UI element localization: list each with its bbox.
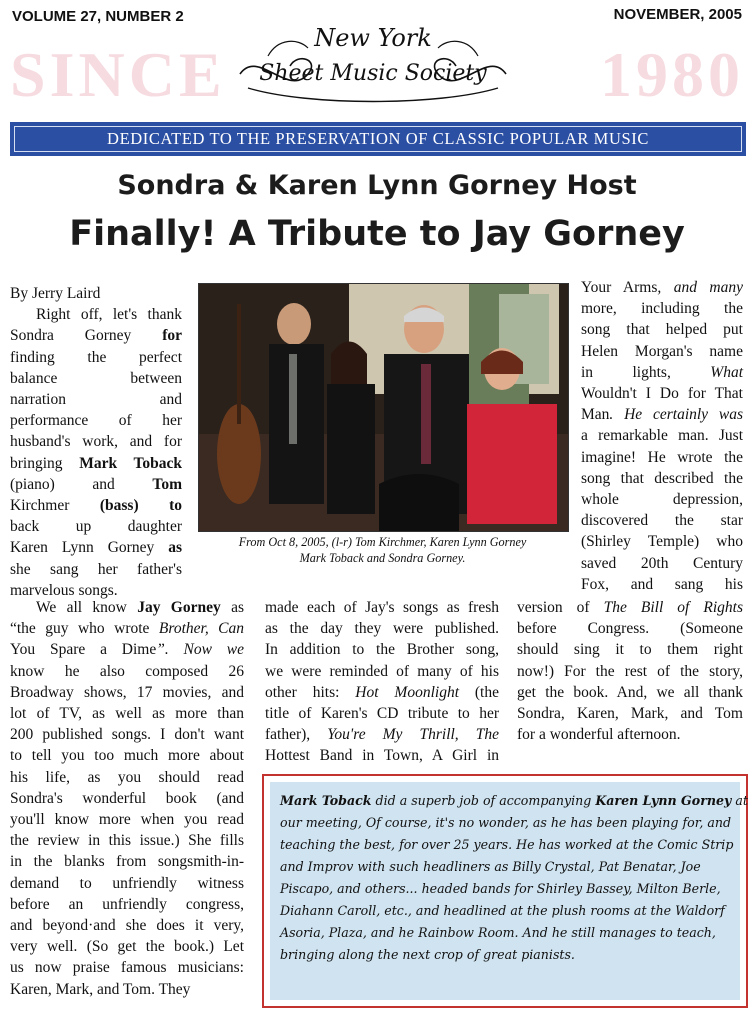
photo-caption <box>198 534 567 566</box>
column-1-bottom <box>10 597 244 1000</box>
col1-p2-line: know he also composed 26 <box>10 662 244 680</box>
col2-line: title of Karen's CD tribute to her <box>265 705 499 723</box>
col1-p2-line: the review in this issue.) She fills <box>10 832 244 850</box>
col3-bottom-line: get the book. And, we all thank <box>517 683 743 701</box>
col1-p2-line: demand to unfriendly witness <box>10 874 244 892</box>
col1-p1-line: she sang her father's <box>10 560 182 578</box>
col1-p2-line: before an unfriendly congress, <box>10 895 244 913</box>
col1-p2-line: us now praise famous musicians: <box>10 959 244 977</box>
column-3-top <box>581 277 743 595</box>
sidebar-line: Asoria, Plaza, and he Rainbow Room. And he still manages to teach, <box>280 925 716 940</box>
sidebar-text <box>280 790 748 966</box>
col1-p1-line: Sondra Gorney for <box>10 327 182 345</box>
mission-banner-text: DEDICATED TO THE PRESERVATION OF CLASSIC POPULAR MUSIC <box>107 129 649 148</box>
col3-top-line: whole depression, <box>581 491 743 509</box>
volume-number: VOLUME 27, NUMBER 2 <box>12 8 184 25</box>
sidebar-line: Diahann Caroll, etc., and headlined at the plush rooms at the Waldorf <box>280 903 725 918</box>
col1-p2-line: 200 published songs. I don't want <box>10 726 244 744</box>
sidebar-line: Mark Toback did a superb job of accompanying Karen Lynn Gorney at <box>280 793 748 808</box>
col3-bottom-line: should sing it to them right <box>517 641 743 659</box>
col1-p1-line: marvelous songs. <box>10 581 118 599</box>
col1-p1-line: Karen Lynn Gorney as <box>10 539 182 557</box>
photo-caption-line-1: From Oct 8, 2005, (l-r) Tom Kirchmer, Karen Lynn Gorney <box>238 535 527 549</box>
col1-p2-line: in the blanks from songsmith-in- <box>10 853 244 871</box>
column-2 <box>265 597 499 767</box>
logo-line-2: Sheet Music Society <box>259 61 487 86</box>
logo-line-1: New York <box>314 24 432 52</box>
col1-p1-line: narration and <box>10 391 182 409</box>
col3-top-line: more, including the <box>581 300 743 318</box>
col2-line: made each of Jay's songs as fresh <box>265 599 499 616</box>
col1-p2-line: You Spare a Dime”. Now we <box>10 641 245 659</box>
col3-top-line: song that helped put <box>581 321 743 339</box>
col3-top-line: a remarkable man. Just <box>581 427 743 445</box>
watermark-since: SINCE <box>10 39 226 110</box>
col1-p2-line: to tell you too much more about <box>10 747 244 765</box>
col1-p1-line: back up daughter <box>10 518 182 536</box>
sidebar-line: bringing along the next crop of great pianists. <box>280 947 575 962</box>
col3-bottom-line: before Congress. (Someone <box>517 620 743 638</box>
mission-banner <box>10 122 746 156</box>
col3-top-line: imagine! He wrote the <box>581 448 743 466</box>
col1-p2-line: very well. (So get the book.) Let <box>10 938 244 956</box>
col3-bottom-line: for a wonderful afternoon. <box>517 726 681 744</box>
col2-line: as the day they were published. <box>265 620 499 638</box>
col1-p2-line: lot of TV, as well as more than <box>10 705 244 723</box>
col1-p1-line: bringing Mark Toback <box>10 454 183 472</box>
col3-top-line: saved 20th Century <box>581 554 743 572</box>
col3-top-line: discovered the star <box>581 512 743 530</box>
col1-p2-line: and beyond·and she does it very, <box>10 917 244 935</box>
column-3-top-text <box>581 277 743 595</box>
watermark-year: 1980 <box>600 39 744 110</box>
col1-p1-line: performance of her <box>10 412 182 430</box>
col2-line: other hits: Hot Moonlight (the <box>265 683 499 701</box>
col1-p2-line: his life, as you should read <box>10 768 244 786</box>
column-1-paragraph-2 <box>10 597 244 1000</box>
column-1-paragraph-1 <box>10 304 182 601</box>
col1-p2-line: you'll know more when you read <box>10 811 244 829</box>
col3-top-line: Helen Morgan's name <box>581 342 743 360</box>
column-1-top <box>10 283 182 601</box>
col3-top-line: Your Arms, and many <box>581 279 743 296</box>
col1-p1-line: husband's work, and for <box>10 433 182 451</box>
col2-line: Hottest Band in Town, A Girl in <box>265 747 499 765</box>
byline: By Jerry Laird <box>10 285 101 302</box>
col3-bottom-line: Sondra, Karen, Mark, and Tom <box>517 705 743 723</box>
col3-bottom-line: version of The Bill of Rights <box>517 599 744 616</box>
column-2-text <box>265 597 499 767</box>
photo-caption-line-2: Mark Toback and Sondra Gorney. <box>299 551 466 565</box>
column-3-bottom-text <box>517 597 743 745</box>
col1-p2-line: “the guy who wrote Brother, Can <box>10 620 244 638</box>
col1-p1-line: finding the perfect <box>10 348 182 366</box>
column-3-bottom <box>517 597 743 745</box>
col1-p1-line: (piano) and Tom <box>10 475 182 493</box>
headline-line-1: Sondra & Karen Lynn Gorney Host <box>117 170 637 201</box>
mark-toback-sidebar <box>262 774 748 1008</box>
event-photo <box>198 283 569 532</box>
col3-top-line: Man. He certainly was <box>581 406 743 424</box>
issue-date: NOVEMBER, 2005 <box>613 6 742 23</box>
col1-p1-line: Right off, let's thank <box>36 306 182 324</box>
sidebar-line: teaching the best, for over 25 years. He has worked at the Comic Strip <box>280 837 734 852</box>
headline-line-2: Finally! A Tribute to Jay Gorney <box>69 214 685 254</box>
col1-p2-line: Sondra's wonderful book (and <box>10 789 244 807</box>
col3-bottom-line: now!) For the rest of the story, <box>517 662 743 680</box>
col3-top-line: song that described the <box>581 469 743 487</box>
col2-line: father), You're My Thrill, The <box>265 726 499 744</box>
col2-line: we were reminded of many of his <box>265 662 499 680</box>
col1-p2-line: Broadway shows, 17 movies, and <box>10 683 244 701</box>
sidebar-line: and Improv with such headliners as Billy Crystal, Pat Benatar, Joe <box>280 859 701 874</box>
col2-line: In addition to the Brother song, <box>265 641 499 659</box>
sidebar-line: Piscapo, and others... headed bands for Shirley Bassey, Milton Berle, <box>280 881 721 896</box>
col3-top-line: Fox, and sang his <box>581 575 743 593</box>
sidebar-line: our meeting, Of course, it's no wonder, as he has been playing for, and <box>280 815 732 830</box>
col1-p1-line: Kirchmer (bass) to <box>10 497 182 515</box>
col1-p2-line: We all know Jay Gorney as <box>36 599 244 616</box>
col1-p1-line: balance between <box>10 369 182 387</box>
col1-p2-line: Karen, Mark, and Tom. They <box>10 980 191 998</box>
col3-top-line: (Shirley Temple) who <box>581 533 743 551</box>
col3-top-line: Wouldn't I Do for That <box>581 385 743 403</box>
col3-top-line: in lights, What <box>581 363 743 381</box>
society-logo <box>228 8 518 108</box>
